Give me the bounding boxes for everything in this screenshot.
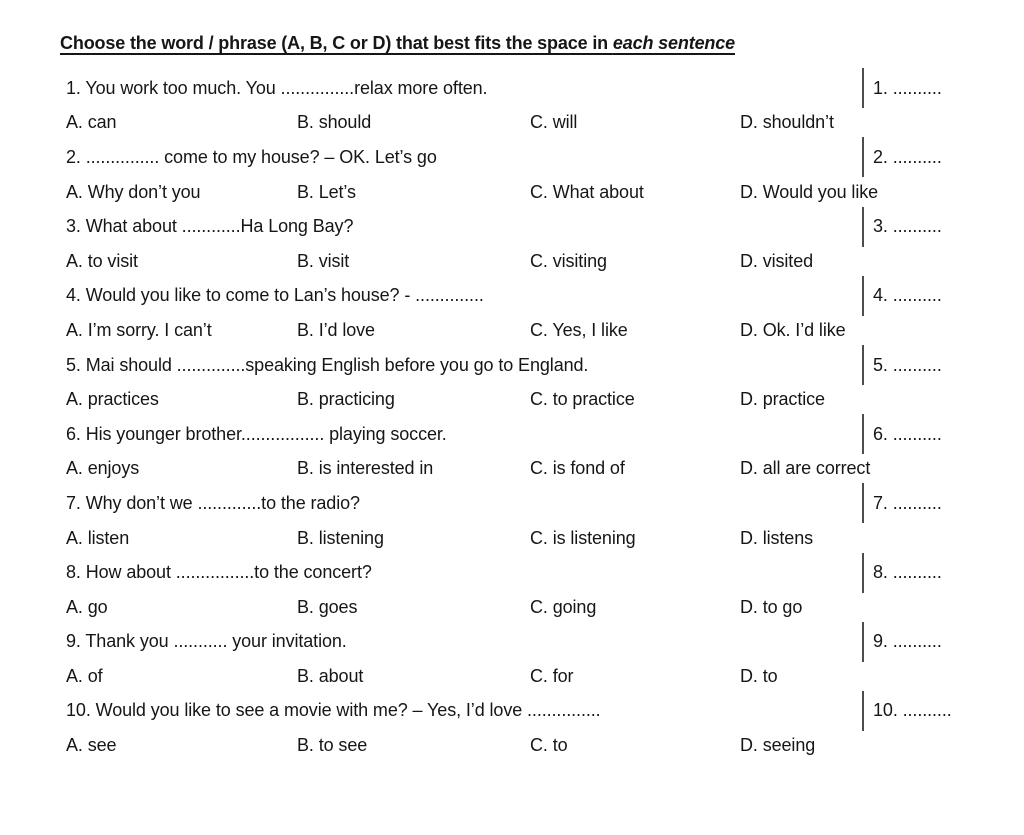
answer-blank: 8. .......... (873, 562, 942, 583)
option-a: A. see (66, 735, 117, 756)
question-block (66, 279, 990, 348)
option-b: B. to see (297, 735, 368, 756)
option-a: A. go (66, 596, 108, 617)
question-line (66, 140, 990, 175)
answer-blank: 6. .......... (873, 423, 942, 444)
option-c: C. for (530, 665, 574, 686)
question-line (66, 417, 990, 452)
answer-blank: 2. .......... (873, 146, 942, 167)
options-line (66, 521, 990, 556)
answer-cell (862, 137, 990, 177)
option-b: B. I’d love (297, 319, 375, 340)
answer-divider-line (862, 207, 864, 247)
question-block (66, 417, 990, 486)
question-text: 6. His younger brother................. playing soccer. (66, 423, 447, 444)
option-b: B. Let’s (297, 181, 356, 202)
option-d: D. to (740, 665, 778, 686)
question-line (66, 555, 990, 590)
question-line (66, 209, 990, 244)
question-text: 4. Would you like to come to Lan’s house? - .............. (66, 285, 484, 306)
option-a: A. practices (66, 389, 159, 410)
answer-cell (862, 68, 990, 108)
question-block (66, 625, 990, 694)
question-line (66, 279, 990, 314)
option-c: C. to practice (530, 389, 635, 410)
answer-divider-line (862, 691, 864, 731)
option-c: C. is listening (530, 527, 636, 548)
answer-cell (862, 483, 990, 523)
option-c: C. Yes, I like (530, 319, 628, 340)
question-block (66, 555, 990, 624)
options-line (66, 728, 990, 763)
question-block (66, 209, 990, 278)
questions-list (66, 71, 990, 763)
option-d: D. Would you like (740, 181, 879, 202)
question-block (66, 694, 990, 763)
answer-divider-line (862, 622, 864, 662)
question-text: 1. You work too much. You ...............relax more often. (66, 77, 488, 98)
question-text: 10. Would you like to see a movie with me? – Yes, I’d love ............... (66, 700, 601, 721)
option-a: A. listen (66, 527, 130, 548)
option-b: B. goes (297, 596, 358, 617)
option-d: D. visited (740, 250, 814, 271)
option-a: A. to visit (66, 250, 138, 271)
question-text: 9. Thank you ........... your invitation. (66, 631, 347, 652)
option-a: A. of (66, 665, 103, 686)
option-b: B. visit (297, 250, 350, 271)
answer-cell (862, 276, 990, 316)
option-c: C. visiting (530, 250, 607, 271)
options-line (66, 244, 990, 279)
options-line (66, 175, 990, 210)
option-a: A. can (66, 112, 117, 133)
answer-divider-line (862, 483, 864, 523)
answer-cell (862, 414, 990, 454)
options-line (66, 382, 990, 417)
title-main: Choose the word / phrase (A, B, C or D) that best fits the space in (60, 33, 613, 53)
option-c: C. to (530, 735, 568, 756)
question-line (66, 71, 990, 106)
question-block (66, 71, 990, 140)
title-italic: each sentence (612, 33, 735, 53)
answer-blank: 7. .......... (873, 492, 942, 513)
answer-divider-line (862, 345, 864, 385)
question-text: 3. What about ............Ha Long Bay? (66, 216, 354, 237)
option-a: A. Why don’t you (66, 181, 201, 202)
option-b: B. is interested in (297, 458, 434, 479)
answer-divider-line (862, 276, 864, 316)
option-b: B. about (297, 665, 364, 686)
answer-cell (862, 345, 990, 385)
option-d: D. all are correct (740, 458, 871, 479)
options-line (66, 659, 990, 694)
question-text: 7. Why don’t we .............to the radio? (66, 492, 360, 513)
answer-divider-line (862, 137, 864, 177)
option-b: B. listening (297, 527, 384, 548)
question-line (66, 348, 990, 383)
answer-divider-line (862, 553, 864, 593)
question-text: 5. Mai should ..............speaking English before you go to England. (66, 354, 589, 375)
question-block (66, 140, 990, 209)
answer-blank: 1. .......... (873, 77, 942, 98)
answer-cell (862, 622, 990, 662)
question-block (66, 486, 990, 555)
question-text: 2. ............... come to my house? – OK. Let’s go (66, 146, 437, 167)
question-line (66, 625, 990, 660)
answer-blank: 4. .......... (873, 285, 942, 306)
answer-cell (862, 691, 990, 731)
question-line (66, 486, 990, 521)
answer-divider-line (862, 414, 864, 454)
title-underline (60, 33, 735, 53)
option-c: C. going (530, 596, 597, 617)
question-block (66, 348, 990, 417)
option-b: B. should (297, 112, 372, 133)
option-a: A. enjoys (66, 458, 140, 479)
option-c: C. will (530, 112, 578, 133)
option-a: A. I’m sorry. I can’t (66, 319, 212, 340)
answer-blank: 10. .......... (873, 700, 952, 721)
page-title (60, 33, 735, 54)
answer-cell (862, 553, 990, 593)
option-d: D. Ok. I’d like (740, 319, 846, 340)
answer-blank: 3. .......... (873, 216, 942, 237)
options-line (66, 590, 990, 625)
option-c: C. is fond of (530, 458, 625, 479)
answer-cell (862, 207, 990, 247)
option-d: D. listens (740, 527, 814, 548)
option-d: D. seeing (740, 735, 816, 756)
question-text: 8. How about ................to the concert? (66, 562, 372, 583)
options-line (66, 313, 990, 348)
question-line (66, 694, 990, 729)
answer-blank: 5. .......... (873, 354, 942, 375)
options-line (66, 452, 990, 487)
option-b: B. practicing (297, 389, 395, 410)
answer-blank: 9. .......... (873, 631, 942, 652)
option-d: D. to go (740, 596, 803, 617)
answer-divider-line (862, 68, 864, 108)
option-d: D. practice (740, 389, 825, 410)
option-c: C. What about (530, 181, 644, 202)
options-line (66, 106, 990, 141)
option-d: D. shouldn’t (740, 112, 834, 133)
